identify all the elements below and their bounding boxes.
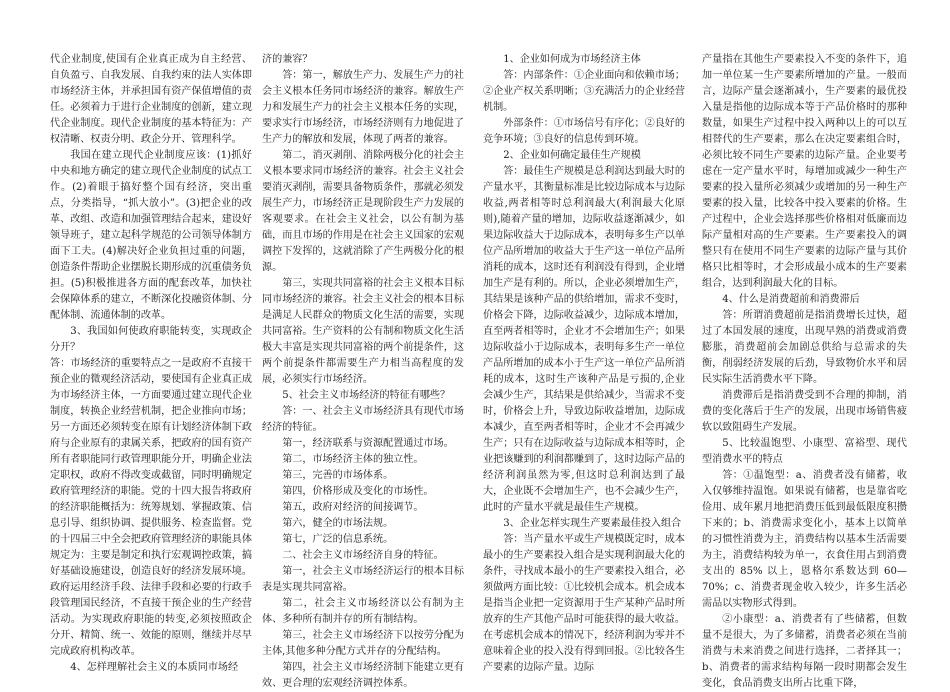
paragraph: 答：最佳生产规模是总利润达到最大时的产量水平，其衡量标准是比较边际成本与边际收益,两者相等时总利润最大(利润最大化原则),随着产量的增加，边际收益逐渐减少，如果边际收益大于边际成本，表明每多生产以单位产品所增加的收益大于生产这一单位产品所消耗的成本，这时还有利润没有得到，企业增加生产是有利的。所以，企业必须增加生产，其结果是该种产品的供给增加，需求不变时，价格会下降，边际收益减少，边际成本增加，直至两者相等时，企业才不会增加生产；如果边际收益小于边际成本，表明每多生产一单位产品所增加的成本小于生产这一单位产品所消耗的成本，这时生产该种产品是亏损的,企业会减少生产，其结果是供给减少，当需求不变时，价格会上升，导致边际收益增加，边际成本减少，直至两者相等时，企业才不会再减少生产；只有在边际收益与边际成本相等时，企业把该赚到的利润都赚到了，这时边际产品的经济利润虽然为零,但这时总利润达到了最大，企业既不会增加生产，也不会减少生产，此时的产量水平就是最佳生产规模。 <box>483 166 685 513</box>
paragraph: 5、社会主义市场经济的特征有哪些？ <box>282 390 451 401</box>
paragraph: 我国在建立现代企业制度应该：(1)抓好中央和地方确定的建立现代企业制度的试点工作。(2)着眼于搞好整个国有经济，突出重点，分类指导，“抓大放小”。(3)把企业的改革、改组、改造和加强管理结合起来，建设好领导班子，建立起科学规范的公司领导体制方面下工夫。(4)解决好企业负担过重的问题，创造条件帮助企业摆脱长期形成的沉重债务负担。(5)积极推进各方面的配套改革，加快社会保障体系的建立，不断深化投融资体制、分配体制、流通体制的改革。 <box>50 150 252 321</box>
paragraph: 答：所谓消费超前是指消费增长过快，超过了本国发展的速度，出现早熟的消费或消费膨胀，消费超前会加剧总供给与总需求的失衡，削弱经济发展的后劲，导致物价水平和居民实际生活消费水平下降。 <box>702 310 907 385</box>
paragraph: 5、比较温饱型、小康型、富裕型、现代型消费水平的特点 <box>702 438 907 465</box>
paragraph: 第三，实现共同富裕的社会主义根本目标同市场经济的兼容。社会主义社会的根本目标是满足人民群众的物质文化生活的需要，实现共同富裕。生产资料的公有制和物质文化生活极大丰富是实现共同富裕的两个前提条件，这两个前提条件都需要生产力相当高程度的发展，必须实行市场经济。 <box>262 278 464 385</box>
paragraph: 答：一、社会主义市场经济具有现代市场经济的特征。 <box>262 406 464 433</box>
paragraph: ②小康型：a、消费者有了些储蓄，但数量不是很大，为了多储蓄，消费者必须在当前消费与未来消费之间进行选择，二者择其一；b、消费者的需求结构每隔一段时期都会发生变化，食品消费支出所占比重下降， <box>702 614 907 689</box>
paragraph: 第三，完善的市场体系。 <box>282 470 394 481</box>
paragraph: 第二，社会主义市场经济以公有制为主体、多种所有制并存的所有制结构。 <box>262 598 464 625</box>
paragraph: 第七，广泛的信息系统。 <box>282 534 394 545</box>
paragraph: 二、社会主义市场经济自身的特征。 <box>282 550 444 561</box>
paragraph: 第二，市场经济主体的独立性。 <box>282 454 424 465</box>
paragraph: 答：当产量水平或生产规模既定时，成本最小的生产要素投入组合是实现利润最大化的条件，寻找成本最小的生产要素投入组合，必须做两方面比较：①比较机会成本。机会成本是指当企业把一定资源用于生产某种产品时所放弃的生产其他产品时可能获得的最大收益。在考虑机会成本的情况下，经济利润为零并不意味着企业的投入没有得到回报。②比较各生产要素的边际产量。边际 <box>483 534 685 673</box>
paragraph: 答：市场经济的重要特点之一是政府不直接干预企业的微观经济活动，要使国有企业真正成为市场经济主体，一方面要通过建立现代企业制度，转换企业经营机制，把企业推向市场；另一方面还必须转变在原有计划经济体制下政府与企业原有的隶属关系，把政府的国有资产所有者职能同行政管理职能分开，明确企业法定职权，政府不得改变或截留，同时明确规定政府管理经济的职能。党的十四大报告将政府的经济职能概括为：统筹规划、掌握政策、信息引导、组织协调、提供服务、检查监督。党的十四届三中全会把政府管理经济的职能具体规定为：主要是制定和执行宏观调控政策，搞好基础设施建设，创造良好的经济发展环境。政府运用经济手段、法律手段和必要的行政手段管理国民经济，不直接干预企业的生产经营活动。为实现政府职能的转变,必须按照政企分开、精简、统一、效能的原则，继续并尽早完成政府机构改革。 <box>50 358 252 657</box>
paragraph: 第四，价格形成及变化的市场性。 <box>282 486 434 497</box>
paragraph: 3、我国如何使政府职能转变，实现政企分开？ <box>50 326 252 353</box>
paragraph: 2、企业如何确定最佳生产规模 <box>503 150 641 161</box>
paragraph: 济的兼容？ <box>262 54 313 65</box>
paragraph: 答：内部条件：①企业面向和依赖市场；②企业产权关系明晰；③充满活力的企业经营机制。 <box>483 70 685 113</box>
paragraph: 第三，社会主义市场经济下以按劳分配为主体,其他多种分配方式并存的分配结构。 <box>262 630 464 657</box>
paragraph: 答：①温饱型：a、消费者没有储蓄，收入仅够维持温饱。如果说有储蓄，也是靠省吃俭用、成年累月地把消费压低到最低限度积攒下来的；b、消费需求变化小，基本上以简单的习惯性消费为主，消费结构以基本生活需要为主，消费结构较为单一，衣食住用占到消费支出的 85% 以上，恩格尔系数达到 60—70%；c、消费者现金收入较少，许多生活必需品以实物形式得到。 <box>702 470 907 609</box>
text-column-4 <box>702 52 907 689</box>
paragraph: 第一，经济联系与资源配置通过市场。 <box>282 438 454 449</box>
paragraph: 4、什么是消费超前和消费滞后 <box>722 294 860 305</box>
paragraph: 4、怎样理解社会主义的本质同市场经 <box>70 662 239 673</box>
text-column-2 <box>262 52 464 689</box>
paragraph: 3、企业怎样实现生产要素最佳投入组合 <box>503 518 682 529</box>
paragraph: 第二，消灭剥削、消除两极分化的社会主义根本要求同市场经济的兼容。社会主义社会要消灭剥削，需要具备物质条件，那就必须发展生产力，市场经济正是现阶段生产力发展的客观要求。在社会主义社会，以公有制为基础，而且市场的作用是在社会主义国家的宏观调控下发挥的，这就消除了产生两极分化的根源。 <box>262 150 464 273</box>
paragraph: 产量指在其他生产要素投入不变的条件下，追加一单位某一生产要素所增加的产量。一般而言，边际产量会逐渐减小，生产要素的最优投入量是指他的边际成本等于产品价格时的那种数量，如果生产过程中投入两种以上的可以互相替代的生产要素，那么在决定要素组合时，必须比较不同生产要素的边际产量。企业要考虑在一定产量水平时，每增加或减少一种生产要素的投入量所必须减少或增加的另一种生产要素的投入量，比较各中投入要素的价格。生产过程中，企业会选择那些价格相对低廉而边际产量相对高的生产要素。生产要素投入的调整只有在使用不同生产要素的边际产量与其价格只比相等时，才会形成最小成本的生产要素组合，达到利润最大化的目标。 <box>702 54 907 289</box>
paragraph: 1、企业如何成为市场经济主体 <box>503 54 641 65</box>
text-column-1 <box>50 52 252 672</box>
paragraph: 第四，社会主义市场经济制下能建立更有效、更合理的宏观经济调控体系。 <box>262 662 464 689</box>
paragraph: 外部条件：①市场信号有序化；②良好的竞争环境；③良好的信息传到环境。 <box>483 118 685 145</box>
paragraph: 第五，政府对经济的间接调节。 <box>282 502 424 513</box>
text-column-3 <box>483 52 685 672</box>
paragraph: 代企业制度,使国有企业真正成为自主经营、自负盈亏、自我发展、自我约束的法人实体即市场经济主体，并承担国有资产保值增值的责任。必须着力于进行企业制度的创新，建立现代企业制度。现代企业制度的基本特征为：产权清晰、权责分明、政企分开、管理科学。 <box>50 54 252 145</box>
paragraph: 答：第一，解放生产力、发展生产力的社会主义根本任务同市场经济的兼容。解放生产力和发展生产力的社会主义根本任务的实现，要求实行市场经济，市场经济则有力地促进了生产力的解放和发展，体现了两者的兼容。 <box>262 70 464 145</box>
paragraph: 消费滞后是指消费受到不合理的抑制，消费的变化落后于生产的发展，出现市场销售疲软以致阻碍生产发展。 <box>702 390 907 433</box>
paragraph: 第一，社会主义市场经济运行的根本目标表是实现共同富裕。 <box>262 566 464 593</box>
paragraph: 第六，健全的市场法规。 <box>282 518 394 529</box>
